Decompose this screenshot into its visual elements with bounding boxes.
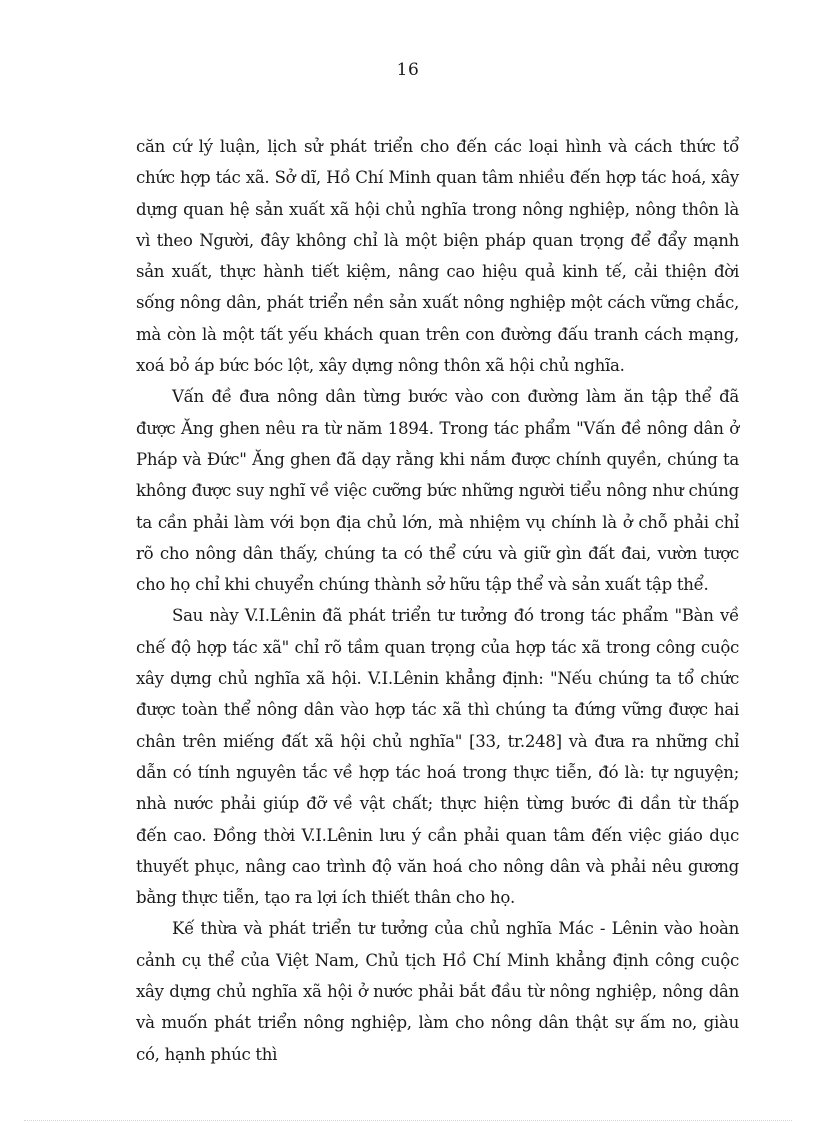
document-body xyxy=(136,131,739,1070)
paragraph-continuation: căn cứ lý luận, lịch sử phát triển cho đến các loại hình và cách thức tổ chức hợp tác xã. Sở dĩ, Hồ Chí Minh quan tâm nhiều đến hợp tác hoá, xây dựng quan hệ sản xuất xã hội chủ nghĩa trong nông nghiệp, nông thôn là vì theo Người, đây không chỉ là một biện pháp quan trọng để đẩy mạnh sản xuất, thực hành tiết kiệm, nâng cao hiệu quả kinh tế, cải thiện đời sống nông dân, phát triển nền sản xuất nông nghiệp một cách vững chắc, mà còn là một tất yếu khách quan trên con đường đấu tranh cách mạng, xoá bỏ áp bức bóc lột, xây dựng nông thôn xã hội chủ nghĩa. xyxy=(136,137,739,376)
page-number: 16 xyxy=(396,60,420,80)
paragraph-engels: Vấn đề đưa nông dân từng bước vào con đường làm ăn tập thể đã được Ăng ghen nêu ra từ năm 1894. Trong tác phẩm "Vấn đề nông dân ở Pháp và Đức" Ăng ghen đã dạy rằng khi nắm được chính quyền, chúng ta không được suy nghĩ về việc cưỡng bức những người tiểu nông như chúng ta cần phải làm với bọn địa chủ lớn, mà nhiệm vụ chính là ở chỗ phải chỉ rõ cho nông dân thấy, chúng ta có thể cứu và giữ gìn đất đai, vườn tược cho họ chỉ khi chuyển chúng thành sở hữu tập thể và sản xuất tập thể. xyxy=(136,387,739,595)
paragraph-lenin: Sau này V.I.Lênin đã phát triển tư tưởng đó trong tác phẩm "Bàn về chế độ hợp tác xã" chỉ rõ tầm quan trọng của hợp tác xã trong công cuộc xây dựng chủ nghĩa xã hội. V.I.Lênin khẳng định: "Nếu chúng ta tổ chức được toàn thể nông dân vào hợp tác xã thì chúng ta đứng vững được hai chân trên miếng đất xã hội chủ nghĩa" [33, tr.248] và đưa ra những chỉ dẫn có tính nguyên tắc về hợp tác hoá trong thực tiễn, đó là: tự nguyện; nhà nước phải giúp đỡ về vật chất; thực hiện từng bước đi dần từ thấp đến cao. Đồng thời V.I.Lênin lưu ý cần phải quan tâm đến việc giáo dục thuyết phục, nâng cao trình độ văn hoá cho nông dân và phải nêu gương bằng thực tiễn, tạo ra lợi ích thiết thân cho họ. xyxy=(136,606,739,908)
paragraph-ho-chi-minh: Kế thừa và phát triển tư tưởng của chủ nghĩa Mác - Lênin vào hoàn cảnh cụ thể của Việt Nam, Chủ tịch Hồ Chí Minh khẳng định công cuộc xây dựng chủ nghĩa xã hội ở nước phải bắt đầu từ nông nghiệp, nông dân và muốn phát triển nông nghiệp, làm cho nông dân thật sự ấm no, giàu có, hạnh phúc thì xyxy=(136,919,739,1064)
page-bottom-rule xyxy=(24,1120,792,1121)
